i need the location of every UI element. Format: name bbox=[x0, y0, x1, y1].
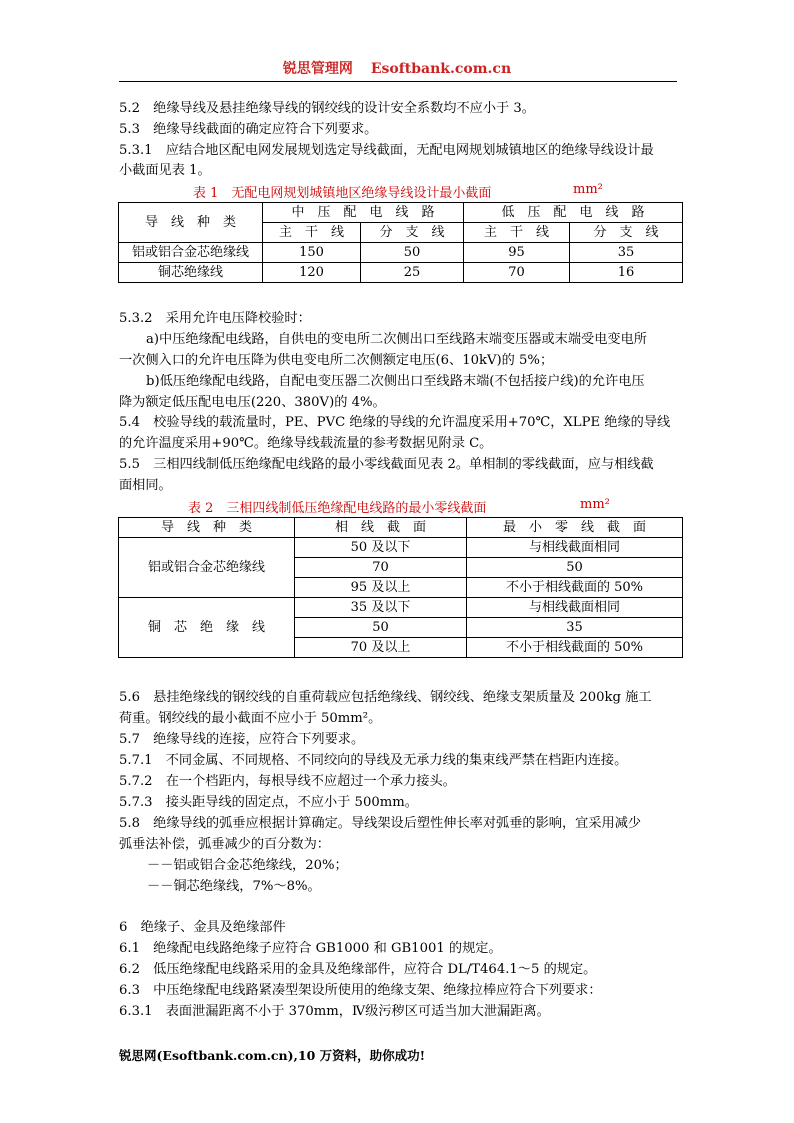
table2-cell-phase: 70 bbox=[295, 558, 467, 578]
table2-group-type: 铝或铝合金芯绝缘线 bbox=[119, 538, 295, 598]
clause-5-4: 5.4 校验导线的载流量时，PE、PVC 绝缘的导线的允许温度采用+70℃，XLPE 绝缘的导线 bbox=[119, 415, 671, 430]
table2 bbox=[118, 517, 683, 658]
table2-unit: mm² bbox=[580, 497, 610, 512]
table1 bbox=[118, 202, 683, 283]
clause-5-7-3: 5.7.3 接头距导线的固定点，不应小于 500mm。 bbox=[119, 795, 418, 810]
table1-caption: 表 1 无配电网规划城镇地区绝缘导线设计最小截面 bbox=[193, 186, 492, 201]
clause-5-8-item-2: －－铜芯绝缘线，7%～8%。 bbox=[147, 879, 321, 894]
table1-cell: 16 bbox=[570, 263, 683, 283]
clause-5-2: 5.2 绝缘导线及悬挂绝缘导线的钢绞线的设计安全系数均不应小于 3。 bbox=[119, 101, 535, 116]
clause-5-3-2-a: a)中压绝缘配电线路，自供电的变电所二次侧出口至线路末端变压器或末端受电变电所 bbox=[146, 332, 647, 347]
clause-6-1: 6.1 绝缘配电线路绝缘子应符合 GB1000 和 GB1001 的规定。 bbox=[119, 941, 502, 956]
table1-cell: 120 bbox=[263, 263, 361, 283]
table2-cell-neutral: 与相线截面相同 bbox=[467, 598, 683, 618]
clause-6-2: 6.2 低压绝缘配电线路采用的金具及绝缘部件，应符合 DL/T464.1～5 的规定。 bbox=[119, 962, 597, 977]
table1-cell: 70 bbox=[464, 263, 570, 283]
table2-header-type: 导 线 种 类 bbox=[119, 518, 295, 538]
table2-cell-neutral: 35 bbox=[467, 618, 683, 638]
clause-5-8: 5.8 绝缘导线的弧垂应根据计算确定。导线架设后塑性伸长率对弧垂的影响，宜采用减少 bbox=[119, 816, 642, 831]
table1-header-mid: 中 压 配 电 线 路 bbox=[263, 203, 464, 223]
clause-5-6-cont: 荷重。钢绞线的最小截面不应小于 50mm²。 bbox=[119, 711, 382, 726]
clause-5-7-2: 5.7.2 在一个档距内，每根导线不应超过一个承力接头。 bbox=[119, 774, 456, 789]
table1-cell-type: 铜芯绝缘线 bbox=[119, 263, 263, 283]
table1-sub-low-main: 主 干 线 bbox=[464, 223, 570, 243]
page-header bbox=[0, 58, 794, 78]
table2-header-phase: 相 线 截 面 bbox=[295, 518, 467, 538]
table2-cell-phase: 35 及以下 bbox=[295, 598, 467, 618]
table2-caption: 表 2 三相四线制低压绝缘配电线路的最小零线截面 bbox=[188, 501, 487, 516]
table1-header-low: 低 压 配 电 线 路 bbox=[464, 203, 683, 223]
table1-cell: 50 bbox=[361, 243, 464, 263]
table2-cell-neutral: 50 bbox=[467, 558, 683, 578]
table1-sub-mid-main: 主 干 线 bbox=[263, 223, 361, 243]
section-6-heading: 6 绝缘子、金具及绝缘部件 bbox=[119, 920, 286, 935]
clause-5-3-2-b-cont: 降为额定低压配电电压(220、380V)的 4%。 bbox=[119, 395, 386, 410]
page-footer: 锐思网(Esoftbank.com.cn),10 万资料，助你成功! bbox=[119, 1048, 426, 1063]
table-row bbox=[119, 598, 683, 618]
table-row bbox=[119, 243, 683, 263]
clause-6-3: 6.3 中压绝缘配电线路紧凑型架设所使用的绝缘支架、绝缘拉棒应符合下列要求： bbox=[119, 983, 602, 998]
clause-5-3: 5.3 绝缘导线截面的确定应符合下列要求。 bbox=[119, 122, 378, 137]
clause-5-3-1: 5.3.1 应结合地区配电网发展规划选定导线截面，无配电网规划城镇地区的绝缘导线设计最 bbox=[119, 143, 654, 158]
table2-cell-phase: 50 及以下 bbox=[295, 538, 467, 558]
clause-5-8-item-1: －－铝或铝合金芯绝缘线，20%； bbox=[147, 858, 348, 873]
table2-group-type: 铜 芯 绝 缘 线 bbox=[119, 598, 295, 658]
table1-cell: 150 bbox=[263, 243, 361, 263]
clause-5-3-2: 5.3.2 采用允许电压降校验时： bbox=[119, 311, 311, 326]
site-name: 锐思管理网 bbox=[282, 61, 353, 77]
clause-5-7-1: 5.7.1 不同金属、不同规格、不同绞向的导线及无承力线的集束线严禁在档距内连接。 bbox=[119, 753, 628, 768]
table2-header-neutral: 最 小 零 线 截 面 bbox=[467, 518, 683, 538]
table-row bbox=[119, 538, 683, 558]
table2-cell-neutral: 不小于相线截面的 50% bbox=[467, 638, 683, 658]
clause-5-5-cont: 面相同。 bbox=[119, 478, 172, 493]
site-url: Esoftbank.com.cn bbox=[370, 61, 512, 77]
table2-cell-phase: 95 及以上 bbox=[295, 578, 467, 598]
table1-header-type: 导 线 种 类 bbox=[119, 203, 263, 243]
clause-5-7: 5.7 绝缘导线的连接，应符合下列要求。 bbox=[119, 732, 365, 747]
clause-5-3-2-b: b)低压绝缘配电线路，自配电变压器二次侧出口至线路末端(不包括接户线)的允许电压 bbox=[146, 374, 645, 389]
clause-5-3-1-cont: 小截面见表 1。 bbox=[119, 163, 211, 178]
table1-cell: 25 bbox=[361, 263, 464, 283]
table-row bbox=[119, 263, 683, 283]
table1-cell: 95 bbox=[464, 243, 570, 263]
table1-unit: mm² bbox=[573, 182, 603, 197]
clause-6-3-1: 6.3.1 表面泄漏距离不小于 370mm，Ⅳ级污秽区可适当加大泄漏距离。 bbox=[119, 1004, 550, 1019]
table1-cell-type: 铝或铝合金芯绝缘线 bbox=[119, 243, 263, 263]
table1-cell: 35 bbox=[570, 243, 683, 263]
header-rule bbox=[119, 81, 677, 82]
table2-cell-neutral: 与相线截面相同 bbox=[467, 538, 683, 558]
clause-5-6: 5.6 悬挂绝缘线的钢绞线的自重荷载应包括绝缘线、钢绞线、绝缘支架质量及 200kg 施工 bbox=[119, 690, 652, 705]
table1-sub-low-branch: 分 支 线 bbox=[570, 223, 683, 243]
clause-5-8-cont: 弧垂法补偿，弧垂减少的百分数为： bbox=[119, 837, 330, 852]
table2-cell-phase: 50 bbox=[295, 618, 467, 638]
table2-cell-phase: 70 及以上 bbox=[295, 638, 467, 658]
clause-5-5: 5.5 三相四线制低压绝缘配电线路的最小零线截面见表 2。单相制的零线截面，应与相线截 bbox=[119, 457, 654, 472]
clause-5-3-2-a-cont: 一次侧入口的允许电压降为供电变电所二次侧额定电压(6、10kV)的 5%； bbox=[119, 353, 554, 368]
clause-5-4-cont: 的允许温度采用+90℃。绝缘导线载流量的参考数据见附录 C。 bbox=[119, 436, 493, 451]
table2-cell-neutral: 不小于相线截面的 50% bbox=[467, 578, 683, 598]
table1-sub-mid-branch: 分 支 线 bbox=[361, 223, 464, 243]
